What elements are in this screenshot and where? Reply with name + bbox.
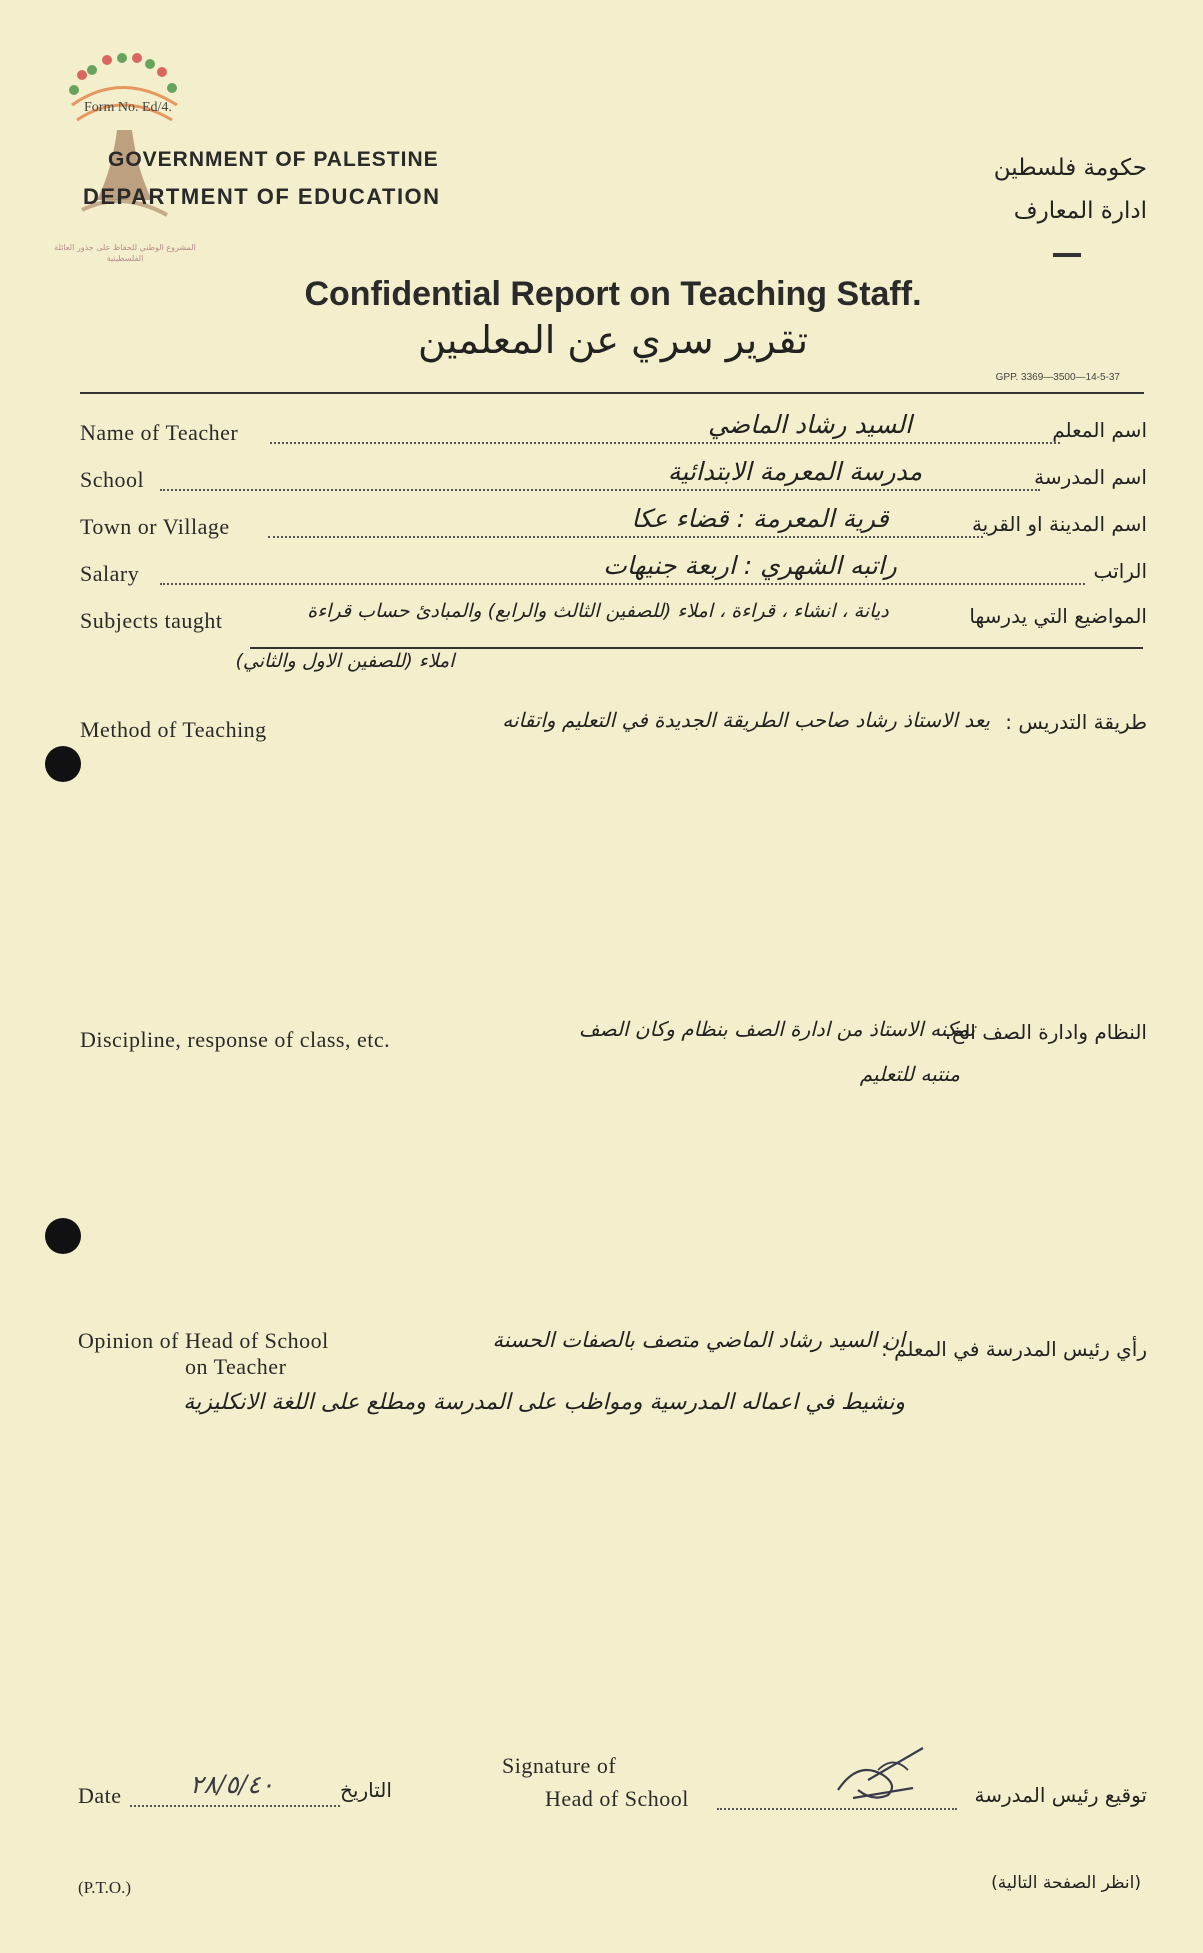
date-label: Date (78, 1783, 122, 1808)
pto-note-ar: (انظر الصفحة التالية) (991, 1873, 1141, 1893)
report-title-ar: تقرير سري عن المعلمين (417, 318, 809, 362)
department-heading-ar: ادارة المعارف (1013, 198, 1147, 224)
government-heading: GOVERNMENT OF PALESTINE (108, 148, 439, 171)
date-value: ٢٨/٥/٤٠ (190, 1770, 274, 1799)
school-dots (160, 489, 1040, 491)
subjects-value-line2: املاء (للصفين الاول والثاني) (235, 650, 455, 672)
opinion-label-2: on Teacher (185, 1354, 287, 1379)
opinion-label: Opinion of Head of School (78, 1328, 329, 1353)
punch-hole-bottom (45, 1218, 81, 1254)
date-label-ar: التاريخ (340, 1778, 392, 1802)
watermark-text: المشروع الوطني للحفاظ على جذور العائلة الفلسطينية (54, 243, 196, 263)
discipline-label-ar: النظام وادارة الصف الخ. (944, 1020, 1147, 1044)
school-label-ar: اسم المدرسة (1034, 465, 1147, 489)
salary-label-ar: الراتب (1093, 559, 1147, 583)
head-signature (828, 1740, 938, 1806)
salary-dots (160, 583, 1085, 585)
date-dots (130, 1805, 340, 1807)
title-rule (80, 392, 1144, 394)
method-value: يعد الاستاذ رشاد صاحب الطريقة الجديدة في التعليم واتقانه (502, 708, 990, 732)
name-dots (270, 442, 1060, 444)
subjects-value: ديانة ، انشاء ، قراءة ، املاء (للصفين الثالث والرابع) والمبادئ حساب قراءة (307, 600, 889, 622)
opinion-value-line2: ونشيط في اعماله المدرسية ومواظب على المدرسة ومطلع على اللغة الانكليزية (183, 1390, 905, 1415)
town-label-ar: اسم المدينة او القرية (971, 512, 1147, 536)
print-code: GPP. 3369—3500—14-5-37 (995, 372, 1120, 383)
form-number: Form No. Ed/4. (84, 100, 172, 115)
discipline-label: Discipline, response of class, etc. (80, 1027, 391, 1052)
name-label-ar: اسم المعلم (1052, 418, 1147, 442)
school-value: مدرسة المعرمة الابتدائية (667, 457, 923, 486)
opinion-label-ar: رأي رئيس المدرسة في المعلم : (880, 1337, 1147, 1361)
pto-note: (P.T.O.) (78, 1878, 132, 1897)
opinion-value: ان السيد رشاد الماضي متصف بالصفات الحسنة (492, 1328, 905, 1352)
town-value: قرية المعرمة : قضاء عكا (631, 504, 889, 533)
discipline-value: تمكنه الاستاذ من ادارة الصف بنظام وكان الصف (578, 1017, 975, 1041)
salary-value: راتبه الشهري : اربعة جنيهات (603, 551, 897, 580)
header-short-rule (1053, 253, 1081, 257)
subjects-rule (250, 647, 1143, 649)
method-label: Method of Teaching (80, 717, 267, 742)
subjects-label: Subjects taught (80, 608, 223, 633)
subjects-label-ar: المواضيع التي يدرسها (969, 604, 1147, 628)
discipline-value-line2: منتبه للتعليم (859, 1062, 960, 1086)
punch-hole-top (45, 746, 81, 782)
method-label-ar: طريقة التدريس : (1005, 710, 1147, 734)
school-label: School (80, 467, 145, 492)
report-title: Confidential Report on Teaching Staff. (304, 275, 922, 313)
signature-label-ar: توقيع رئيس المدرسة (974, 1783, 1147, 1807)
town-dots (268, 536, 983, 538)
government-heading-ar: حكومة فلسطين (993, 155, 1147, 181)
town-label: Town or Village (80, 514, 230, 539)
signature-label-2: Head of School (545, 1786, 689, 1811)
signature-label: Signature of (502, 1753, 617, 1778)
department-heading: DEPARTMENT OF EDUCATION (83, 184, 441, 209)
signature-dots (717, 1808, 957, 1810)
salary-label: Salary (80, 561, 140, 586)
name-value: السيد رشاد الماضي (708, 410, 912, 439)
name-label: Name of Teacher (80, 420, 239, 445)
